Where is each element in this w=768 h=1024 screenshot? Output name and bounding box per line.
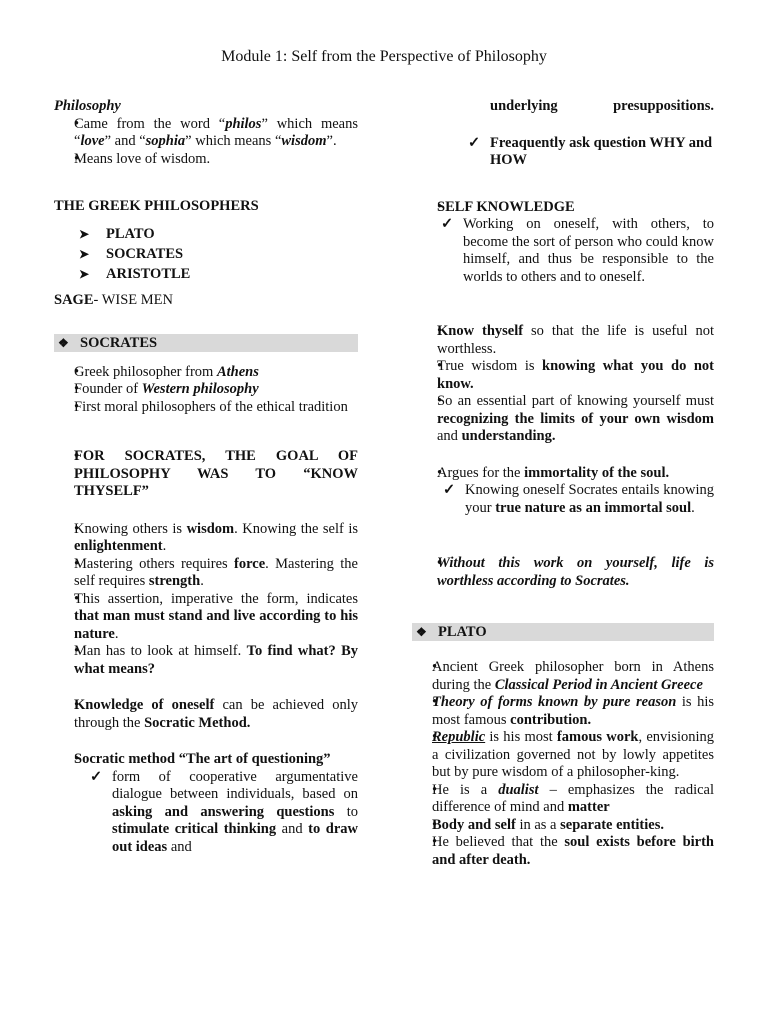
continued-text: underlying presuppositions. [490,98,714,114]
sage-line: SAGE- WISE MEN [54,292,173,308]
list-item: • Greek philosopher from Athens [74,364,358,382]
list-item: ✓ Knowing oneself Socrates entails knowing your true nature as an immortal soul. [465,482,714,517]
list-item: • Body and self in as a separate entities. [432,817,714,835]
knowledge-list [54,697,358,732]
list-item: • This assertion, imperative the form, indicates that man must stand and live according to his nature. [74,591,358,644]
greek-philosophers-heading: THE GREEK PHILOSOPHERS [54,198,259,214]
list-item: • So an essential part of knowing yourself must recognizing the limits of your own wisdom and understanding. [437,393,714,446]
list-item: • Means love of wisdom. [74,151,358,169]
immortality-list [412,465,714,518]
socrates-list [54,364,358,417]
list-item: • Republic is his most famous work, envisioning a civilization governed not by lowly appetites but by pure wisdom of a philosopher-king. [432,729,714,782]
plato-list [412,659,714,869]
list-item: • Argues for the immortality of the soul. ✓ Knowing oneself Socrates entails knowing your true nature as an immortal soul. [437,465,714,518]
list-item: • Founder of Western philosophy [74,381,358,399]
philosophy-heading: Philosophy [54,98,121,114]
left-column [54,98,358,856]
why-how-list [412,135,714,170]
list-item: • Socratic method “The art of questioning” ✓ form of cooperative argumentative dialogue between individuals, based on asking and answering questions to stimulate critical thinking and to draw out ideas and [74,751,358,856]
list-item: • Knowledge of oneself can be achieved only through the Socratic Method. [74,697,358,732]
list-item: ✓ form of cooperative argumentative dialogue between individuals, based on asking and answering questions to stimulate critical thinking and to draw out ideas and [112,769,358,857]
list-item: • Know thyself so that the life is useful not worthless. [437,323,714,358]
list-item: • Mastering others requires force. Mastering the self requires strength. [74,556,358,591]
immortality-sublist [412,482,714,517]
socrates-section-band: ❖ SOCRATES [54,334,358,352]
philosophers-list [54,226,358,284]
philosophy-list [54,116,358,169]
without-list [412,555,714,590]
list-item: ➤ ARISTOTLE [106,266,358,284]
list-item: ✓ Freaquently ask question WHY and HOW [490,135,714,170]
list-item: ✓ Working on oneself, with others, to become the sort of person who could know himself, and thus be responsible to the worlds to others and to oneself. [463,216,714,286]
self-knowledge-sublist [437,216,714,286]
diamond-icon: ❖ [58,335,69,350]
right-column [412,98,714,869]
list-item: • First moral philosophers of the ethical tradition [74,399,358,417]
list-item: • Without this work on yourself, life is worthless according to Socrates. [437,555,714,590]
page-title: Module 1: Self from the Perspective of Philosophy [221,48,547,65]
list-item: • Came from the word “philos” which means “love” and “sophia” which means “wisdom”. [74,116,358,151]
know-list [54,521,358,679]
list-item: ➤ PLATO [106,226,358,244]
list-item: • FOR SOCRATES, THE GOAL OF PHILOSOPHY WAS TO “KNOW THYSELF” [74,448,358,501]
plato-section-band: ❖ PLATO [412,623,714,641]
self-knowledge-list [412,199,714,287]
list-item: • Theory of forms known by pure reason is his most famous contribution. [432,694,714,729]
know-thyself-list [412,323,714,446]
goal-list [54,448,358,501]
list-item: • Knowing others is wisdom. Knowing the self is enlightenment. [74,521,358,556]
diamond-icon: ❖ [416,625,427,639]
list-item: • SELF KNOWLEDGE ✓ Working on oneself, with others, to become the sort of person who could know himself, and thus be responsible to the worlds to others and to oneself. [437,199,714,287]
list-item: • He is a dualist – emphasizes the radical difference of mind and matter [432,782,714,817]
list-item: • True wisdom is knowing what you do not know. [437,358,714,393]
list-item: • Man has to look at himself. To find what? By what means? [74,643,358,678]
list-item: • He believed that the soul exists before birth and after death. [432,834,714,869]
socratic-method-list [54,751,358,856]
socratic-method-sublist [74,769,358,857]
list-item: • Ancient Greek philosopher born in Athens during the Classical Period in Ancient Greece [432,659,714,694]
list-item: ➤ SOCRATES [106,246,358,264]
